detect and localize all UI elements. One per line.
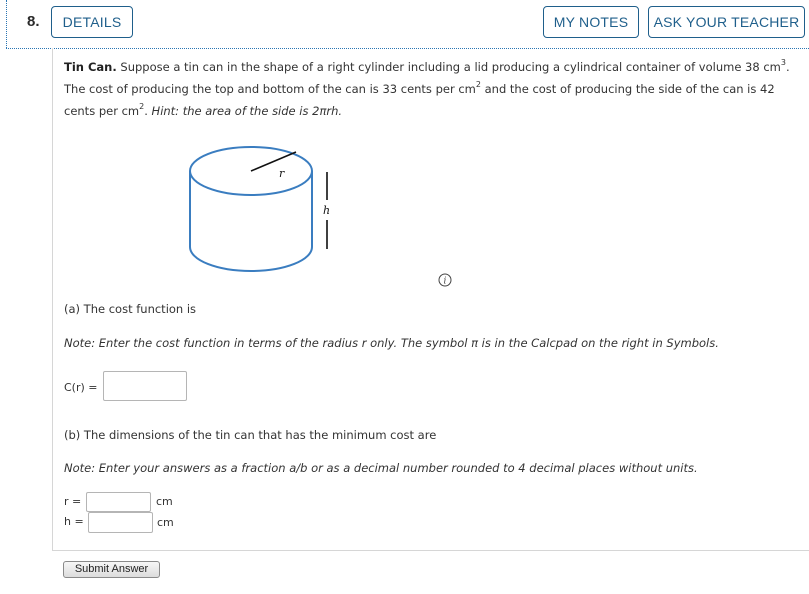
question-frame-edge [6, 0, 7, 48]
superscript: 3 [780, 58, 786, 67]
my-notes-button[interactable]: MY NOTES [543, 6, 639, 38]
height-label: h [323, 204, 331, 217]
cost-function-label: C(r) = [64, 381, 98, 394]
problem-text: and the cost of producing the side of the can is 42 cents per cm [64, 82, 775, 118]
cylinder-bottom-arc [190, 247, 312, 271]
ask-your-teacher-button[interactable]: ASK YOUR TEACHER [648, 6, 805, 38]
question-number: 8. [27, 13, 40, 30]
problem-text: . The cost of producing the top and bottom of the can is 33 cents per cm [64, 60, 790, 96]
part-a-prompt: (a) The cost function is [64, 302, 197, 316]
part-b-note: Note: Enter your answers as a fraction a/b or as a decimal number rounded to 4 decimal places without units. [64, 461, 698, 475]
problem-title: Tin Can. [64, 60, 117, 74]
problem-text: . [144, 104, 152, 118]
height-answer-input[interactable] [88, 512, 153, 533]
radius-line [251, 152, 296, 171]
part-a-note: Note: Enter the cost function in terms of the radius r only. The symbol π is in the Calcpad on the right in Symbols. [64, 336, 719, 350]
height-answer-label: h = [64, 515, 84, 528]
cost-function-input[interactable] [103, 371, 187, 401]
radius-label: r [279, 167, 285, 180]
height-unit: cm [157, 516, 174, 529]
info-circle-icon[interactable] [438, 273, 452, 287]
hint-text: Hint: the area of the side is 2πrh. [151, 104, 343, 118]
cylinder-figure [185, 140, 345, 280]
panel-divider [52, 550, 809, 551]
part-b-prompt: (b) The dimensions of the tin can that has the minimum cost are [64, 428, 437, 442]
submit-answer-button[interactable]: Submit Answer [63, 561, 160, 578]
svg-text:i: i [443, 276, 447, 287]
radius-answer-input[interactable] [86, 492, 151, 512]
superscript: 2 [139, 102, 145, 111]
superscript: 2 [475, 80, 481, 89]
problem-text: Suppose a tin can in the shape of a right cylinder including a lid producing a cylindrical container of volume 38 cm [116, 60, 781, 74]
problem-statement [64, 56, 794, 122]
radius-unit: cm [156, 495, 173, 508]
radius-answer-label: r = [64, 495, 82, 508]
details-button[interactable]: DETAILS [51, 6, 133, 38]
